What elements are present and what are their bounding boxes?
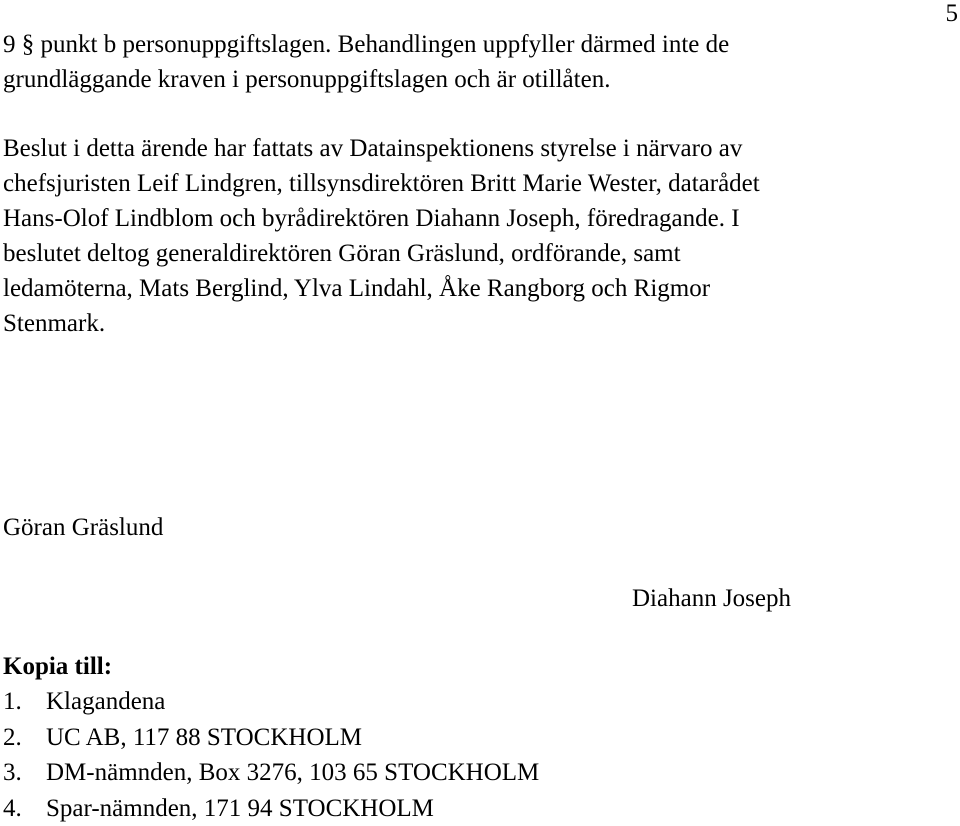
paragraph-decision <box>3 131 903 341</box>
list-item <box>3 755 539 791</box>
paragraph-conclusion <box>3 27 903 97</box>
copies-section <box>3 649 539 826</box>
text-line: Hans-Olof Lindblom och byrådirektören Diahann Joseph, föredragande. I <box>3 201 903 236</box>
list-number: 1. <box>3 684 46 720</box>
list-number: 2. <box>3 720 46 756</box>
text-line: Beslut i detta ärende har fattats av Datainspektionens styrelse i närvaro av <box>3 131 903 166</box>
text-line: Stenmark. <box>3 306 903 341</box>
list-text: UC AB, 117 88 STOCKHOLM <box>46 724 362 751</box>
text-line: grundläggande kraven i personuppgiftslagen och är otillåten. <box>3 62 903 97</box>
text-line: beslutet deltog generaldirektören Göran Gräslund, ordförande, samt <box>3 236 903 271</box>
copies-heading: Kopia till: <box>3 649 539 684</box>
list-text: Klagandena <box>46 688 165 715</box>
page-number: 5 <box>946 0 959 31</box>
list-text: DM-nämnden, Box 3276, 103 65 STOCKHOLM <box>46 759 539 786</box>
list-number: 4. <box>3 791 46 826</box>
list-number: 3. <box>3 755 46 791</box>
text-line: chefsjuristen Leif Lindgren, tillsynsdirektören Britt Marie Wester, datarådet <box>3 166 903 201</box>
copies-list <box>3 684 539 826</box>
list-item <box>3 720 539 756</box>
text-line: ledamöterna, Mats Berglind, Ylva Lindahl, Åke Rangborg och Rigmor <box>3 271 903 306</box>
signature-rapporteur: Diahann Joseph <box>632 581 791 616</box>
list-text: Spar-nämnden, 171 94 STOCKHOLM <box>46 795 434 822</box>
signature-chair: Göran Gräslund <box>3 510 163 545</box>
text-line: 9 § punkt b personuppgiftslagen. Behandlingen uppfyller därmed inte de <box>3 27 903 62</box>
list-item <box>3 684 539 720</box>
